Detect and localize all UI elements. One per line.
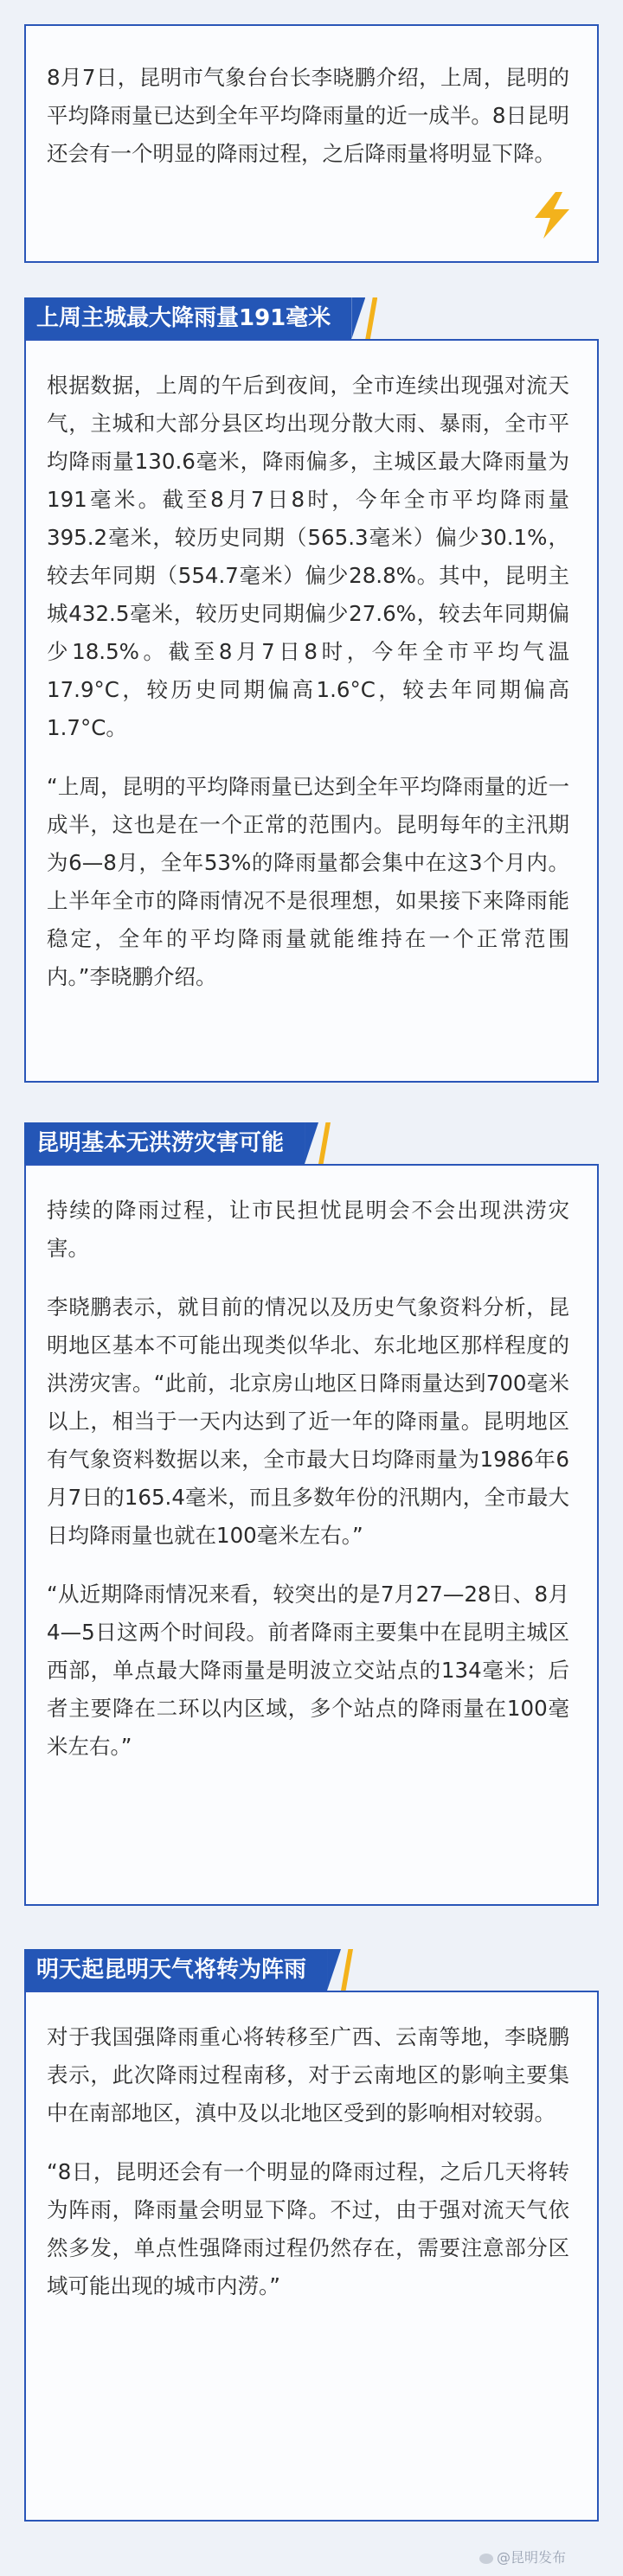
section-box-showers [24,1991,599,2522]
section-box-rainfall [24,339,599,1083]
heading-accent [318,1122,331,1164]
watermark-text: @昆明发布 [496,2549,566,2566]
section-paragraph: 根据数据，上周的午后到夜间，全市连续出现强对流天气，主城和大部分县区均出现分散大雨、暴雨，全市平均降雨量130.6毫米，降雨偏多，主城区最大降雨量为191毫米。截至8月7日8时，今年全市平均降雨量395.2毫米，较历史同期（565.3毫米）偏少30.1%，较去年同期（554.7毫米）偏少28.8%。其中，昆明主城432.5毫米，较历史同期偏少27.6%，较去年同期偏少18.5%。截至8月7日8时，今年全市平均气温17.9°C，较历史同期偏高1.6°C，较去年同期偏高1.7°C。 [47,373,569,740]
intro-paragraph: 8月7日，昆明市气象台台长李晓鹏介绍，上周，昆明的平均降雨量已达到全年平均降雨量的近一成半。8日昆明还会有一个明显的降雨过程，之后降雨量将明显下降。 [47,65,569,166]
weibo-logo-icon [479,2554,493,2564]
section-title: 上周主城最大降雨量191毫米 [36,305,331,331]
section-paragraph: “上周，昆明的平均降雨量已达到全年平均降雨量的近一成半，这也是在一个正常的范围内。昆明每年的主汛期为6—8月，全年53%的降雨量都会集中在这3个月内。上半年全市的降雨情况不是很理想，如果接下来降雨能稳定，全年的平均降雨量就能维持在一个正常范围内。”李晓鹏介绍。 [47,774,569,989]
section-paragraph: “8日，昆明还会有一个明显的降雨过程，之后几天将转为阵雨，降雨量会明显下降。不过，由于强对流天气依然多发，单点性强降雨过程仍然存在，需要注意部分区域可能出现的城市内涝。” [47,2159,569,2298]
section-paragraph: 持续的降雨过程，让市民担忧昆明会不会出现洪涝灾害。 [47,1198,569,1261]
section-heading-showers [24,1949,327,1991]
section-paragraph: 李晓鹏表示，就目前的情况以及历史气象资料分析，昆明地区基本不可能出现类似华北、东北地区那样程度的洪涝灾害。“此前，北京房山地区日降雨量达到700毫米以上，相当于一天内达到了近一年的降雨量。昆明地区有气象资料数据以来，全市最大日均降雨量为1986年6月7日的165.4毫米，而且多数年份的汛期内，全市最大日均降雨量也就在100毫米左右。” [47,1294,569,1548]
section-heading-flood [24,1122,305,1164]
section-paragraph: “从近期降雨情况来看，较突出的是7月27—28日、8月4—5日这两个时间段。前者降雨主要集中在昆明主城区西部，单点最大降雨量是明波立交站点的134毫米；后者主要降在二环以内区域，多个站点的降雨量在100毫米左右。” [47,1582,569,1759]
section-paragraph: 对于我国强降雨重心将转移至广西、云南等地，李晓鹏表示，此次降雨过程南移，对于云南地区的影响主要集中在南部地区，滇中及以北地区受到的影响相对较弱。 [47,2024,569,2125]
watermark [479,2547,566,2566]
heading-accent [341,1949,353,1991]
section-title: 昆明基本无洪涝灾害可能 [36,1130,285,1156]
intro-box [24,24,599,263]
heading-accent [365,297,377,339]
section-heading-rainfall [24,297,351,339]
lightning-bolt-icon [533,192,571,239]
section-box-flood [24,1164,599,1906]
section-title: 明天起昆明天气将转为阵雨 [36,1957,307,1983]
